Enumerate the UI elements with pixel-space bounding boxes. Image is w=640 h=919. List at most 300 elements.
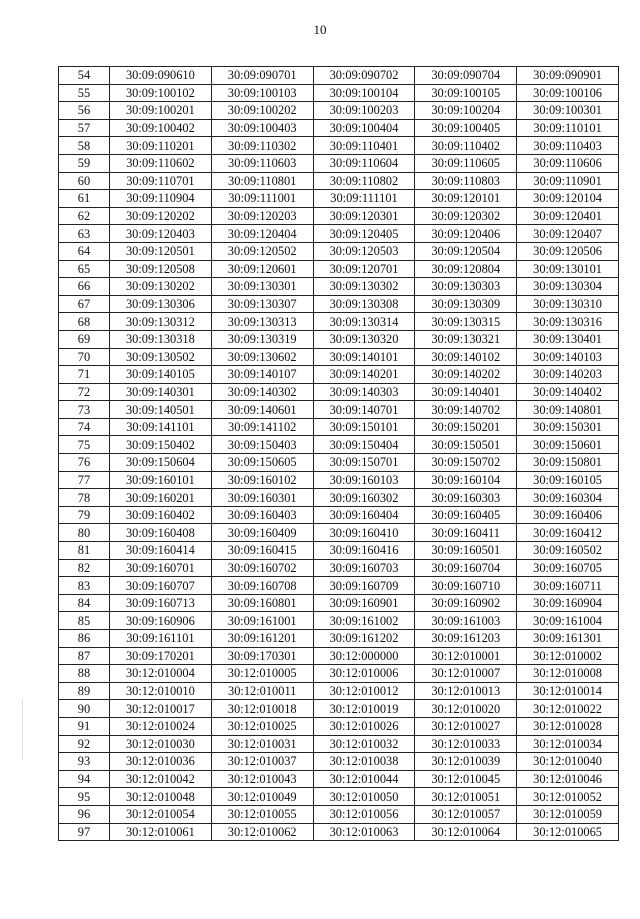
cadastral-code-cell: 30:09:161004	[517, 612, 619, 630]
cadastral-code-cell: 30:12:010049	[211, 788, 313, 806]
row-number-cell: 63	[59, 225, 110, 243]
cadastral-code-cell: 30:09:110605	[415, 154, 517, 172]
table-row	[59, 542, 619, 560]
cadastral-code-cell: 30:09:100203	[313, 102, 415, 120]
cadastral-code-cell: 30:09:140201	[313, 366, 415, 384]
cadastral-code-cell: 30:09:160901	[313, 594, 415, 612]
cadastral-code-cell: 30:09:160902	[415, 594, 517, 612]
cadastral-codes-table	[58, 66, 619, 841]
cadastral-code-cell: 30:09:160302	[313, 489, 415, 507]
cadastral-code-cell: 30:12:010032	[313, 735, 415, 753]
table-row	[59, 735, 619, 753]
cadastral-code-cell: 30:09:150404	[313, 436, 415, 454]
cadastral-code-cell: 30:09:150402	[110, 436, 212, 454]
cadastral-code-cell: 30:09:120104	[517, 190, 619, 208]
row-number-cell: 69	[59, 330, 110, 348]
cadastral-code-cell: 30:09:110402	[415, 137, 517, 155]
cadastral-code-cell: 30:09:140303	[313, 383, 415, 401]
cadastral-code-cell: 30:12:010014	[517, 682, 619, 700]
table-row	[59, 682, 619, 700]
cadastral-code-cell: 30:09:120404	[211, 225, 313, 243]
cadastral-code-cell: 30:12:010062	[211, 823, 313, 841]
table-row	[59, 172, 619, 190]
row-number-cell: 88	[59, 665, 110, 683]
cadastral-code-cell: 30:09:110701	[110, 172, 212, 190]
cadastral-code-cell: 30:09:130309	[415, 295, 517, 313]
cadastral-code-cell: 30:09:160411	[415, 524, 517, 542]
cadastral-code-cell: 30:09:160303	[415, 489, 517, 507]
cadastral-code-cell: 30:09:120504	[415, 242, 517, 260]
cadastral-code-cell: 30:09:120301	[313, 207, 415, 225]
cadastral-code-cell: 30:09:120403	[110, 225, 212, 243]
cadastral-code-cell: 30:09:110901	[517, 172, 619, 190]
cadastral-code-cell: 30:09:090701	[211, 67, 313, 85]
cadastral-code-cell: 30:09:161202	[313, 630, 415, 648]
row-number-cell: 67	[59, 295, 110, 313]
cadastral-code-cell: 30:12:010043	[211, 770, 313, 788]
table-row	[59, 207, 619, 225]
cadastral-code-cell: 30:12:010006	[313, 665, 415, 683]
cadastral-code-cell: 30:12:010056	[313, 805, 415, 823]
cadastral-code-cell: 30:12:010055	[211, 805, 313, 823]
cadastral-code-cell: 30:09:100202	[211, 102, 313, 120]
cadastral-code-cell: 30:09:130602	[211, 348, 313, 366]
cadastral-code-cell: 30:09:160304	[517, 489, 619, 507]
row-number-cell: 81	[59, 542, 110, 560]
row-number-cell: 82	[59, 559, 110, 577]
cadastral-code-cell: 30:12:010001	[415, 647, 517, 665]
row-number-cell: 68	[59, 313, 110, 331]
cadastral-code-cell: 30:09:111001	[211, 190, 313, 208]
cadastral-code-cell: 30:09:130101	[517, 260, 619, 278]
cadastral-code-cell: 30:12:010045	[415, 770, 517, 788]
table-row	[59, 612, 619, 630]
cadastral-code-cell: 30:09:160704	[415, 559, 517, 577]
row-number-cell: 66	[59, 278, 110, 296]
table-row	[59, 788, 619, 806]
table-row	[59, 717, 619, 735]
row-number-cell: 64	[59, 242, 110, 260]
cadastral-code-cell: 30:09:130321	[415, 330, 517, 348]
table-row	[59, 154, 619, 172]
cadastral-code-cell: 30:09:160501	[415, 542, 517, 560]
table-row	[59, 647, 619, 665]
cadastral-code-cell: 30:12:010040	[517, 753, 619, 771]
cadastral-code-cell: 30:09:130315	[415, 313, 517, 331]
cadastral-code-cell: 30:12:010065	[517, 823, 619, 841]
cadastral-code-cell: 30:09:090901	[517, 67, 619, 85]
cadastral-code-cell: 30:09:120407	[517, 225, 619, 243]
cadastral-code-cell: 30:09:161003	[415, 612, 517, 630]
cadastral-code-cell: 30:12:010017	[110, 700, 212, 718]
cadastral-code-cell: 30:09:120501	[110, 242, 212, 260]
row-number-cell: 80	[59, 524, 110, 542]
cadastral-code-cell: 30:12:010059	[517, 805, 619, 823]
table-row	[59, 348, 619, 366]
cadastral-code-cell: 30:09:111101	[313, 190, 415, 208]
scan-margin-mark	[22, 700, 23, 760]
cadastral-code-cell: 30:09:140107	[211, 366, 313, 384]
cadastral-code-cell: 30:09:161002	[313, 612, 415, 630]
table-row	[59, 313, 619, 331]
table-row	[59, 559, 619, 577]
cadastral-code-cell: 30:09:150501	[415, 436, 517, 454]
cadastral-code-cell: 30:12:010051	[415, 788, 517, 806]
cadastral-code-cell: 30:09:160103	[313, 471, 415, 489]
cadastral-code-cell: 30:12:010018	[211, 700, 313, 718]
cadastral-code-cell: 30:09:110403	[517, 137, 619, 155]
cadastral-code-cell: 30:09:110803	[415, 172, 517, 190]
cadastral-code-cell: 30:09:160408	[110, 524, 212, 542]
row-number-cell: 56	[59, 102, 110, 120]
cadastral-code-cell: 30:09:160710	[415, 577, 517, 595]
cadastral-code-cell: 30:09:120506	[517, 242, 619, 260]
cadastral-code-cell: 30:09:160906	[110, 612, 212, 630]
row-number-cell: 79	[59, 506, 110, 524]
cadastral-code-cell: 30:12:010024	[110, 717, 212, 735]
cadastral-table-container	[58, 66, 618, 841]
row-number-cell: 93	[59, 753, 110, 771]
cadastral-code-cell: 30:12:010044	[313, 770, 415, 788]
row-number-cell: 77	[59, 471, 110, 489]
cadastral-code-cell: 30:09:161203	[415, 630, 517, 648]
cadastral-code-cell: 30:09:100103	[211, 84, 313, 102]
table-row	[59, 471, 619, 489]
row-number-cell: 78	[59, 489, 110, 507]
cadastral-code-cell: 30:09:130314	[313, 313, 415, 331]
cadastral-code-cell: 30:09:120406	[415, 225, 517, 243]
cadastral-code-cell: 30:09:160708	[211, 577, 313, 595]
cadastral-code-cell: 30:12:010002	[517, 647, 619, 665]
cadastral-code-cell: 30:09:110602	[110, 154, 212, 172]
cadastral-code-cell: 30:12:010005	[211, 665, 313, 683]
cadastral-code-cell: 30:12:000000	[313, 647, 415, 665]
row-number-cell: 85	[59, 612, 110, 630]
cadastral-code-cell: 30:12:010013	[415, 682, 517, 700]
table-row	[59, 119, 619, 137]
cadastral-code-cell: 30:12:010008	[517, 665, 619, 683]
cadastral-code-cell: 30:09:130320	[313, 330, 415, 348]
cadastral-code-cell: 30:09:140202	[415, 366, 517, 384]
cadastral-code-cell: 30:09:160405	[415, 506, 517, 524]
cadastral-code-cell: 30:09:120502	[211, 242, 313, 260]
cadastral-code-cell: 30:09:110201	[110, 137, 212, 155]
cadastral-code-cell: 30:12:010054	[110, 805, 212, 823]
cadastral-code-cell: 30:12:010050	[313, 788, 415, 806]
cadastral-code-cell: 30:12:010038	[313, 753, 415, 771]
table-row	[59, 770, 619, 788]
cadastral-code-cell: 30:09:140102	[415, 348, 517, 366]
cadastral-code-cell: 30:09:130313	[211, 313, 313, 331]
cadastral-code-cell: 30:09:120601	[211, 260, 313, 278]
cadastral-code-cell: 30:09:120401	[517, 207, 619, 225]
cadastral-code-cell: 30:09:110101	[517, 119, 619, 137]
cadastral-code-cell: 30:12:010048	[110, 788, 212, 806]
cadastral-code-cell: 30:09:161301	[517, 630, 619, 648]
cadastral-code-cell: 30:12:010063	[313, 823, 415, 841]
cadastral-code-cell: 30:09:160102	[211, 471, 313, 489]
cadastral-code-cell: 30:09:110606	[517, 154, 619, 172]
cadastral-code-cell: 30:09:130401	[517, 330, 619, 348]
cadastral-code-cell: 30:09:160415	[211, 542, 313, 560]
row-number-cell: 58	[59, 137, 110, 155]
cadastral-code-cell: 30:09:120302	[415, 207, 517, 225]
cadastral-code-cell: 30:09:140401	[415, 383, 517, 401]
cadastral-code-cell: 30:09:130316	[517, 313, 619, 331]
row-number-cell: 97	[59, 823, 110, 841]
cadastral-code-cell: 30:12:010020	[415, 700, 517, 718]
cadastral-code-cell: 30:12:010007	[415, 665, 517, 683]
table-row	[59, 823, 619, 841]
cadastral-code-cell: 30:09:160201	[110, 489, 212, 507]
cadastral-code-cell: 30:09:100405	[415, 119, 517, 137]
cadastral-code-cell: 30:12:010039	[415, 753, 517, 771]
cadastral-code-cell: 30:09:150301	[517, 418, 619, 436]
cadastral-code-cell: 30:09:160101	[110, 471, 212, 489]
cadastral-code-cell: 30:09:100404	[313, 119, 415, 137]
row-number-cell: 59	[59, 154, 110, 172]
cadastral-code-cell: 30:09:100402	[110, 119, 212, 137]
cadastral-code-cell: 30:09:161101	[110, 630, 212, 648]
cadastral-code-cell: 30:09:140702	[415, 401, 517, 419]
cadastral-code-cell: 30:09:160707	[110, 577, 212, 595]
row-number-cell: 76	[59, 454, 110, 472]
cadastral-code-cell: 30:09:140203	[517, 366, 619, 384]
cadastral-code-cell: 30:09:160410	[313, 524, 415, 542]
cadastral-code-cell: 30:09:140701	[313, 401, 415, 419]
cadastral-code-cell: 30:09:130318	[110, 330, 212, 348]
cadastral-code-cell: 30:09:160701	[110, 559, 212, 577]
cadastral-code-cell: 30:09:110802	[313, 172, 415, 190]
cadastral-code-cell: 30:12:010064	[415, 823, 517, 841]
table-row	[59, 418, 619, 436]
cadastral-code-cell: 30:12:010028	[517, 717, 619, 735]
cadastral-code-cell: 30:09:160502	[517, 542, 619, 560]
cadastral-code-cell: 30:12:010027	[415, 717, 517, 735]
cadastral-code-cell: 30:12:010036	[110, 753, 212, 771]
cadastral-code-cell: 30:09:100201	[110, 102, 212, 120]
cadastral-code-cell: 30:09:160702	[211, 559, 313, 577]
row-number-cell: 70	[59, 348, 110, 366]
cadastral-code-cell: 30:09:140301	[110, 383, 212, 401]
cadastral-code-cell: 30:09:090610	[110, 67, 212, 85]
cadastral-code-cell: 30:09:160104	[415, 471, 517, 489]
table-row	[59, 190, 619, 208]
row-number-cell: 55	[59, 84, 110, 102]
cadastral-code-cell: 30:09:120202	[110, 207, 212, 225]
cadastral-code-cell: 30:12:010031	[211, 735, 313, 753]
cadastral-code-cell: 30:12:010037	[211, 753, 313, 771]
cadastral-code-cell: 30:09:130308	[313, 295, 415, 313]
cadastral-code-cell: 30:09:090704	[415, 67, 517, 85]
table-row	[59, 577, 619, 595]
cadastral-code-cell: 30:12:010025	[211, 717, 313, 735]
cadastral-code-cell: 30:09:160904	[517, 594, 619, 612]
cadastral-code-cell: 30:09:141101	[110, 418, 212, 436]
cadastral-code-cell: 30:12:010026	[313, 717, 415, 735]
row-number-cell: 72	[59, 383, 110, 401]
row-number-cell: 54	[59, 67, 110, 85]
cadastral-code-cell: 30:09:160416	[313, 542, 415, 560]
cadastral-code-cell: 30:09:140601	[211, 401, 313, 419]
cadastral-code-cell: 30:09:150101	[313, 418, 415, 436]
cadastral-code-cell: 30:09:110904	[110, 190, 212, 208]
cadastral-code-cell: 30:09:160301	[211, 489, 313, 507]
cadastral-code-cell: 30:09:160406	[517, 506, 619, 524]
cadastral-code-cell: 30:12:010034	[517, 735, 619, 753]
table-body	[59, 67, 619, 841]
cadastral-code-cell: 30:12:010022	[517, 700, 619, 718]
table-row	[59, 489, 619, 507]
cadastral-code-cell: 30:09:160105	[517, 471, 619, 489]
cadastral-code-cell: 30:09:120203	[211, 207, 313, 225]
cadastral-code-cell: 30:09:100106	[517, 84, 619, 102]
row-number-cell: 84	[59, 594, 110, 612]
cadastral-code-cell: 30:09:140801	[517, 401, 619, 419]
page-number: 10	[313, 22, 327, 37]
cadastral-code-cell: 30:09:160412	[517, 524, 619, 542]
table-row	[59, 102, 619, 120]
cadastral-code-cell: 30:09:160403	[211, 506, 313, 524]
cadastral-code-cell: 30:09:090702	[313, 67, 415, 85]
cadastral-code-cell: 30:09:160404	[313, 506, 415, 524]
row-number-cell: 90	[59, 700, 110, 718]
row-number-cell: 92	[59, 735, 110, 753]
cadastral-code-cell: 30:09:130306	[110, 295, 212, 313]
table-row	[59, 84, 619, 102]
table-row	[59, 700, 619, 718]
cadastral-code-cell: 30:09:130304	[517, 278, 619, 296]
cadastral-code-cell: 30:09:170201	[110, 647, 212, 665]
row-number-cell: 95	[59, 788, 110, 806]
cadastral-code-cell: 30:09:140101	[313, 348, 415, 366]
cadastral-code-cell: 30:09:161201	[211, 630, 313, 648]
table-row	[59, 436, 619, 454]
row-number-cell: 73	[59, 401, 110, 419]
cadastral-code-cell: 30:12:010010	[110, 682, 212, 700]
cadastral-code-cell: 30:09:130307	[211, 295, 313, 313]
cadastral-code-cell: 30:09:150702	[415, 454, 517, 472]
cadastral-code-cell: 30:09:161001	[211, 612, 313, 630]
cadastral-code-cell: 30:09:130502	[110, 348, 212, 366]
cadastral-code-cell: 30:09:110302	[211, 137, 313, 155]
cadastral-code-cell: 30:09:130319	[211, 330, 313, 348]
cadastral-code-cell: 30:12:010033	[415, 735, 517, 753]
cadastral-code-cell: 30:09:130301	[211, 278, 313, 296]
cadastral-code-cell: 30:09:120701	[313, 260, 415, 278]
cadastral-code-cell: 30:12:010004	[110, 665, 212, 683]
row-number-cell: 94	[59, 770, 110, 788]
table-row	[59, 242, 619, 260]
cadastral-code-cell: 30:09:100105	[415, 84, 517, 102]
cadastral-code-cell: 30:09:140402	[517, 383, 619, 401]
cadastral-code-cell: 30:12:010011	[211, 682, 313, 700]
cadastral-code-cell: 30:09:100204	[415, 102, 517, 120]
cadastral-code-cell: 30:09:150801	[517, 454, 619, 472]
cadastral-code-cell: 30:12:010052	[517, 788, 619, 806]
table-row	[59, 630, 619, 648]
cadastral-code-cell: 30:12:010030	[110, 735, 212, 753]
table-row	[59, 366, 619, 384]
row-number-cell: 65	[59, 260, 110, 278]
cadastral-code-cell: 30:09:160801	[211, 594, 313, 612]
cadastral-code-cell: 30:09:160414	[110, 542, 212, 560]
cadastral-code-cell: 30:09:160703	[313, 559, 415, 577]
table-row	[59, 67, 619, 85]
cadastral-code-cell: 30:09:120503	[313, 242, 415, 260]
cadastral-code-cell: 30:09:110604	[313, 154, 415, 172]
cadastral-code-cell: 30:09:150601	[517, 436, 619, 454]
cadastral-code-cell: 30:09:150605	[211, 454, 313, 472]
row-number-cell: 91	[59, 717, 110, 735]
row-number-cell: 83	[59, 577, 110, 595]
table-row	[59, 594, 619, 612]
table-row	[59, 506, 619, 524]
cadastral-code-cell: 30:09:120405	[313, 225, 415, 243]
row-number-cell: 87	[59, 647, 110, 665]
row-number-cell: 74	[59, 418, 110, 436]
cadastral-code-cell: 30:09:150201	[415, 418, 517, 436]
row-number-cell: 60	[59, 172, 110, 190]
cadastral-code-cell: 30:09:140302	[211, 383, 313, 401]
cadastral-code-cell: 30:09:140103	[517, 348, 619, 366]
table-row	[59, 225, 619, 243]
cadastral-code-cell: 30:09:150403	[211, 436, 313, 454]
cadastral-code-cell: 30:09:140105	[110, 366, 212, 384]
cadastral-code-cell: 30:09:160713	[110, 594, 212, 612]
cadastral-code-cell: 30:09:130303	[415, 278, 517, 296]
cadastral-code-cell: 30:09:140501	[110, 401, 212, 419]
table-row	[59, 330, 619, 348]
row-number-cell: 71	[59, 366, 110, 384]
cadastral-code-cell: 30:09:170301	[211, 647, 313, 665]
cadastral-code-cell: 30:09:160705	[517, 559, 619, 577]
cadastral-code-cell: 30:09:120804	[415, 260, 517, 278]
row-number-cell: 86	[59, 630, 110, 648]
cadastral-code-cell: 30:09:130302	[313, 278, 415, 296]
table-row	[59, 753, 619, 771]
cadastral-code-cell: 30:12:010061	[110, 823, 212, 841]
cadastral-code-cell: 30:09:141102	[211, 418, 313, 436]
table-row	[59, 295, 619, 313]
cadastral-code-cell: 30:09:150701	[313, 454, 415, 472]
table-row	[59, 401, 619, 419]
table-row	[59, 278, 619, 296]
cadastral-code-cell: 30:12:010042	[110, 770, 212, 788]
table-row	[59, 383, 619, 401]
cadastral-code-cell: 30:09:110401	[313, 137, 415, 155]
row-number-cell: 89	[59, 682, 110, 700]
row-number-cell: 57	[59, 119, 110, 137]
cadastral-code-cell: 30:09:150604	[110, 454, 212, 472]
cadastral-code-cell: 30:09:100102	[110, 84, 212, 102]
cadastral-code-cell: 30:09:130202	[110, 278, 212, 296]
cadastral-code-cell: 30:09:160709	[313, 577, 415, 595]
cadastral-code-cell: 30:09:110603	[211, 154, 313, 172]
table-row	[59, 524, 619, 542]
cadastral-code-cell: 30:09:130310	[517, 295, 619, 313]
cadastral-code-cell: 30:09:120101	[415, 190, 517, 208]
cadastral-code-cell: 30:09:130312	[110, 313, 212, 331]
row-number-cell: 61	[59, 190, 110, 208]
row-number-cell: 62	[59, 207, 110, 225]
table-row	[59, 805, 619, 823]
cadastral-code-cell: 30:12:010019	[313, 700, 415, 718]
cadastral-code-cell: 30:12:010046	[517, 770, 619, 788]
table-row	[59, 137, 619, 155]
cadastral-code-cell: 30:09:100403	[211, 119, 313, 137]
table-row	[59, 260, 619, 278]
